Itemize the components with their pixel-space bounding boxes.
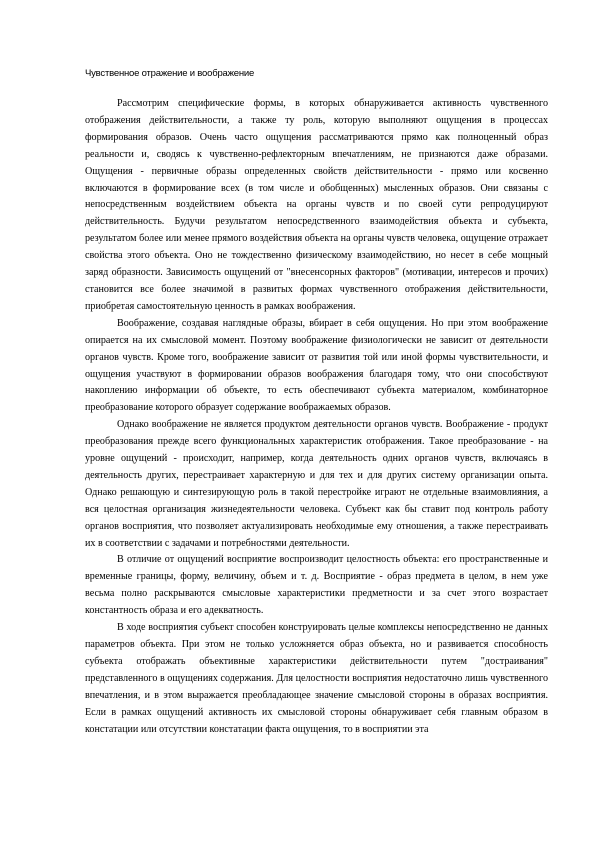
paragraph: Рассмотрим специфические формы, в которых обнаруживается активность чувственного отображения действительности, а также ту роль, которую выполняют ощущения в процессах формирования образов. Очень часто ощущения рассматриваются прямо как полноценный образ реальности и, сводясь к чувственно-рефлекторным впечатлениям, не признаются даже образами. Ощущения - первичные образы определенных свойств действительности - прямо или косвенно включаются в формирование всех (в том числе и обобщенных) мысленных образов. Они связаны с непосредственным воздействием объекта на органы чувств и по своей сути репродуцируют действительность. Будучи результатом непосредственного взаимодействия объекта и субъекта, результатом более или менее прямого воздействия объекта на органы чувств человека, ощущение отражает свойства этого объекта. Оно не тождественно физическому взаимодействию, но несет в себе мощный заряд образности. Зависимость ощущений от "внесенсорных факторов" (мотивации, интересов и прочих) становится все более значимой в развитых формах чувственного отображения действительности, приобретая самостоятельную ценность в рамках воображения. — [85, 98, 548, 312]
paragraph: В отличие от ощущений восприятие воспроизводит целостность объекта: его пространственные и временные границы, форму, величину, объем и т. д. Восприятие - образ предмета в целом, в нем уже весьма полно раскрываются смысловые характеристики предметности и за счет этого возрастает константность образа и его адекватность. — [85, 554, 548, 617]
paragraph: Однако воображение не является продуктом деятельности органов чувств. Воображение - продукт преобразования прежде всего функциональных характеристик отображения. Такое преобразование - на уровне ощущений - происходит, например, когда деятельность одних органов чувств, включаясь в деятельность других, перестраивает характерную и для тех и для других систему организации опыта. Однако решающую и синтезирующую роль в такой перестройке играют не отдельные взаимовлияния, а вся целостная организация жизнедеятельности человека. Субъект как бы ставит под контроль работу органов восприятия, что позволяет актуализировать необходимые ему отношения, а также перестраивать их в соответствии с задачами и потребностями деятельности. — [85, 419, 548, 549]
paragraph: Воображение, создавая наглядные образы, вбирает в себя ощущения. Но при этом воображение опирается на их смысловой момент. Поэтому воображение физиологически не зависит от деятельности органов чувств. Кроме того, воображение зависит от развития той или иной формы чувствительности, и ощущения участвуют в формировании образов воображения благодаря тому, что они способствуют накоплению информации об объекте, то есть обеспечивают субъекта материалом, комбинаторное преобразование которого образует содержание воображаемых образов. — [85, 317, 548, 414]
document-body — [85, 96, 548, 738]
paragraph: В ходе восприятия субъект способен конструировать целые комплексы непосредственно не данных параметров объекта. При этом не только усложняется образ объекта, но и развивается способность субъекта отображать объективные характеристики действительности путем "достраивания" представленного в ощущениях содержания. Для целостности восприятия недостаточно лишь чувственного впечатления, и в этом выражается преобладающее значение смысловой стороны в образах восприятия. Если в рамках ощущений активность их смысловой стороны обнаруживает себя главным образом в констатации или отсутствии констатации факта ощущения, то в восприятии эта — [85, 622, 548, 735]
document-heading: Чувственное отражение и воображение — [85, 68, 255, 79]
